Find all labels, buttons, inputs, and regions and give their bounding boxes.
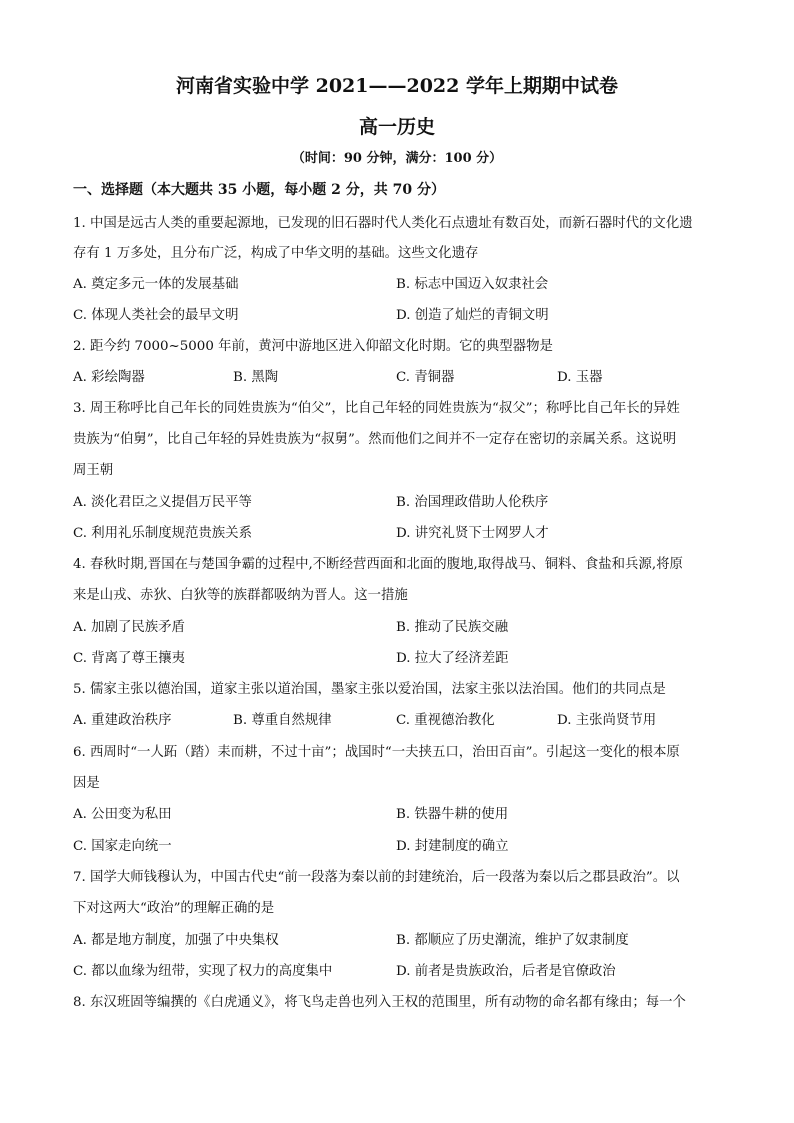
question-5-option-c: C. 重视德治教化	[396, 713, 495, 728]
question-1-line-1: 1. 中国是远古人类的重要起源地，已发现的旧石器时代人类化石点遗址有数百处，而新石器时代的文化遗	[73, 216, 693, 231]
question-7-option-d: D. 前者是贵族政治，后者是官僚政治	[396, 964, 616, 979]
question-6-line-1: 6. 西周时“一人跖（踏）耒而耕，不过十亩”；战国时“一夫挟五口，治田百亩”。引起这一变化的根本原	[73, 745, 680, 760]
question-2-option-d: D. 玉器	[557, 370, 603, 385]
exam-meta: （时间：90 分钟，满分：100 分）	[291, 151, 503, 166]
question-1-option-c: C. 体现人类社会的最早文明	[73, 308, 239, 323]
question-3-line-1: 3. 周王称呼比自己年长的同姓贵族为“伯父”，比自己年轻的同姓贵族为“叔父”；称呼比自己年长的异姓	[73, 401, 680, 416]
section-heading: 一、选择题（本大题共 35 小题，每小题 2 分，共 70 分）	[73, 182, 445, 198]
question-2-option-c: C. 青铜器	[396, 370, 455, 385]
question-5-option-b: B. 尊重自然规律	[233, 713, 332, 728]
question-4-line-2: 来是山戎、赤狄、白狄等的族群都吸纳为晋人。这一措施	[73, 588, 408, 603]
question-4-option-b: B. 推动了民族交融	[396, 620, 509, 635]
question-7-option-b: B. 都顺应了历史潮流，维护了奴隶制度	[396, 933, 629, 948]
question-4-line-1: 4. 春秋时期,晋国在与楚国争霸的过程中,不断经营西面和北面的腹地,取得战马、铜料、食盐和兵源,将原	[73, 557, 683, 572]
question-3-option-a: A. 淡化君臣之义提倡万民平等	[73, 495, 252, 510]
question-6-line-2: 因是	[73, 776, 100, 791]
question-1-option-a: A. 奠定多元一体的发展基础	[73, 277, 239, 292]
question-2-line-1: 2. 距今约 7000~5000 年前，黄河中游地区进入仰韶文化时期。它的典型器物是	[73, 339, 553, 354]
question-4-option-a: A. 加剧了民族矛盾	[73, 620, 185, 635]
question-3-option-d: D. 讲究礼贤下士网罗人才	[396, 526, 549, 541]
question-7-option-c: C. 都以血缘为纽带，实现了权力的高度集中	[73, 964, 333, 979]
question-5-option-d: D. 主张尚贤节用	[557, 713, 657, 728]
question-6-option-a: A. 公田变为私田	[73, 807, 172, 822]
question-4-option-c: C. 背离了尊王攘夷	[73, 651, 186, 666]
question-3-line-2: 贵族为“伯舅”，比自己年轻的异姓贵族为“叔舅”。然而他们之间并不一定存在密切的亲属关系。这说明	[73, 432, 677, 447]
question-2-option-a: A. 彩绘陶器	[73, 370, 145, 385]
question-7-option-a: A. 都是地方制度，加强了中央集权	[73, 933, 279, 948]
question-7-line-1: 7. 国学大师钱穆认为，中国古代史“前一段落为秦以前的封建统治，后一段落为秦以后之郡县政治”。以	[73, 870, 680, 885]
question-6-option-c: C. 国家走向统一	[73, 839, 172, 854]
question-1-option-d: D. 创造了灿烂的青铜文明	[396, 308, 549, 323]
question-4-option-d: D. 拉大了经济差距	[396, 651, 509, 666]
page-subtitle: 高一历史	[358, 116, 435, 138]
page-title: 河南省实验中学 2021——2022 学年上期期中试卷	[176, 75, 618, 97]
question-2-option-b: B. 黑陶	[233, 370, 279, 385]
question-6-option-b: B. 铁器牛耕的使用	[396, 807, 509, 822]
question-5-option-a: A. 重建政治秩序	[73, 713, 172, 728]
question-3-line-3: 周王朝	[73, 463, 114, 478]
question-3-option-b: B. 治国理政借助人伦秩序	[396, 495, 549, 510]
question-5-line-1: 5. 儒家主张以德治国，道家主张以道治国，墨家主张以爱治国，法家主张以法治国。他们的共同点是	[73, 682, 666, 697]
question-8-line-1: 8. 东汉班固等编撰的《白虎通义》，将飞鸟走兽也列入王权的范围里，所有动物的命名都有缘由；每一个	[73, 995, 686, 1010]
question-7-line-2: 下对这两大“政治”的理解正确的是	[73, 901, 275, 916]
question-6-option-d: D. 封建制度的确立	[396, 839, 509, 854]
question-1-option-b: B. 标志中国迈入奴隶社会	[396, 277, 549, 292]
question-3-option-c: C. 利用礼乐制度规范贵族关系	[73, 526, 252, 541]
question-1-line-2: 存有 1 万多处，且分布广泛，构成了中华文明的基础。这些文化遗存	[73, 246, 479, 261]
